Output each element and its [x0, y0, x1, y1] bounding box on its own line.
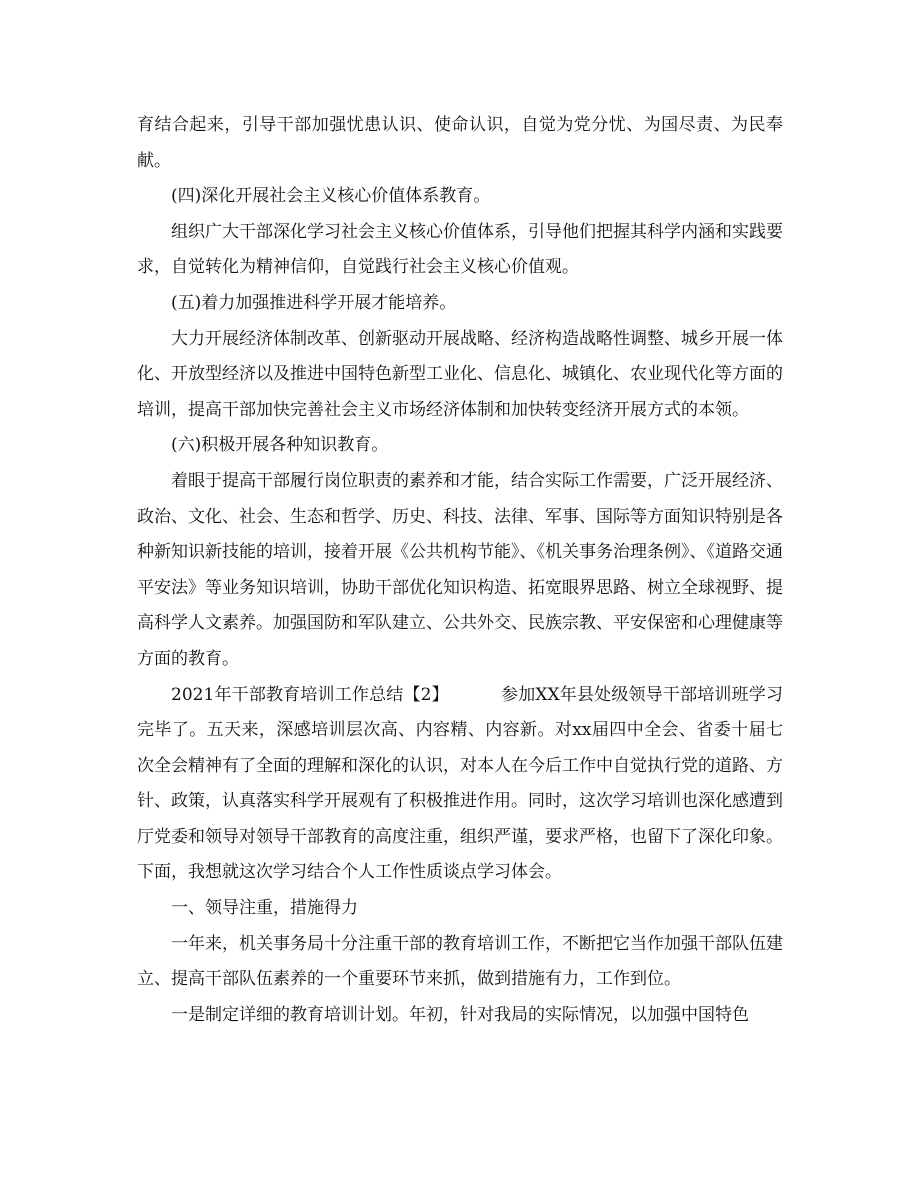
paragraph-knowledge-education: 着眼于提高干部履行岗位职责的素养和才能，结合实际工作需要，广泛开展经济、政治、文化、社会、生态和哲学、历史、科技、法律、军事、国际等方面知识特别是各种新知识新技能的培训，接着开展《公共机构节能》、《机关事务治理条例》、《道路交通平安法》等业务知识培训，协助干部优化知识构造、拓宽眼界思路、树立全球视野、提高科学人文素养。加强国防和军队建立、公共外交、民族宗教、平安保密和心理健康等方面的教育。 — [137, 470, 783, 669]
section-heading-five: (五)着力加强推进科学开展才能培养。 — [171, 292, 457, 313]
paragraph-economic-training: 大力开展经济体制改革、创新驱动开展战略、经济构造战略性调整、城乡开展一体化、开放型经济以及推进中国特色新型工业化、信息化、城镇化、农业现代化等方面的培训，提高干部加快完善社会主义市场经济体制和加快转变经济开展方式的本领。 — [137, 328, 783, 420]
section-heading-four: (四)深化开展社会主义核心价值体系教育。 — [171, 186, 491, 207]
summary-heading: 2021年干部教育培训工作总结【2】 — [171, 684, 449, 705]
paragraph-core-values: 组织广大干部深化学习社会主义核心价值体系，引导他们把握其科学内涵和实践要求，自觉转化为精神信仰，自觉践行社会主义核心价值观。 — [137, 221, 783, 278]
document-body — [137, 108, 783, 1033]
paragraph-training-plan: 一是制定详细的教育培训计划。年初，针对我局的实际情况，以加强中国特色 — [171, 1004, 749, 1025]
section-heading-six: (六)积极开展各种知识教育。 — [171, 435, 389, 456]
section-heading-leadership: 一、领导注重，措施得力 — [171, 898, 358, 919]
paragraph-continuation: 育结合起来，引导干部加强忧患认识、使命认识，自觉为党分忧、为国尽责、为民奉献。 — [137, 115, 783, 171]
summary-body: 参加XX年县处级领导干部培训班学习完毕了。五天来，深感培训层次高、内容精、内容新。对xx届四中全会、省委十届七次全会精神有了全面的理解和深化的认识，对本人在今后工作中自觉执行党的道路、方针、政策，认真落实科学开展观有了积极推进作用。同时，这次学习培训也深化感遭到厅党委和领导对领导干部教育的高度注重，组织严谨，要求严格，也留下了深化印象。下面，我想就这次学习结合个人工作性质谈点学习体会。 — [137, 684, 783, 883]
paragraph-bureau-training: 一年来，机关事务局十分注重干部的教育培训工作，不断把它当作加强干部队伍建立、提高干部队伍素养的一个重要环节来抓，做到措施有力，工作到位。 — [137, 933, 783, 990]
paragraph-summary — [137, 678, 783, 892]
